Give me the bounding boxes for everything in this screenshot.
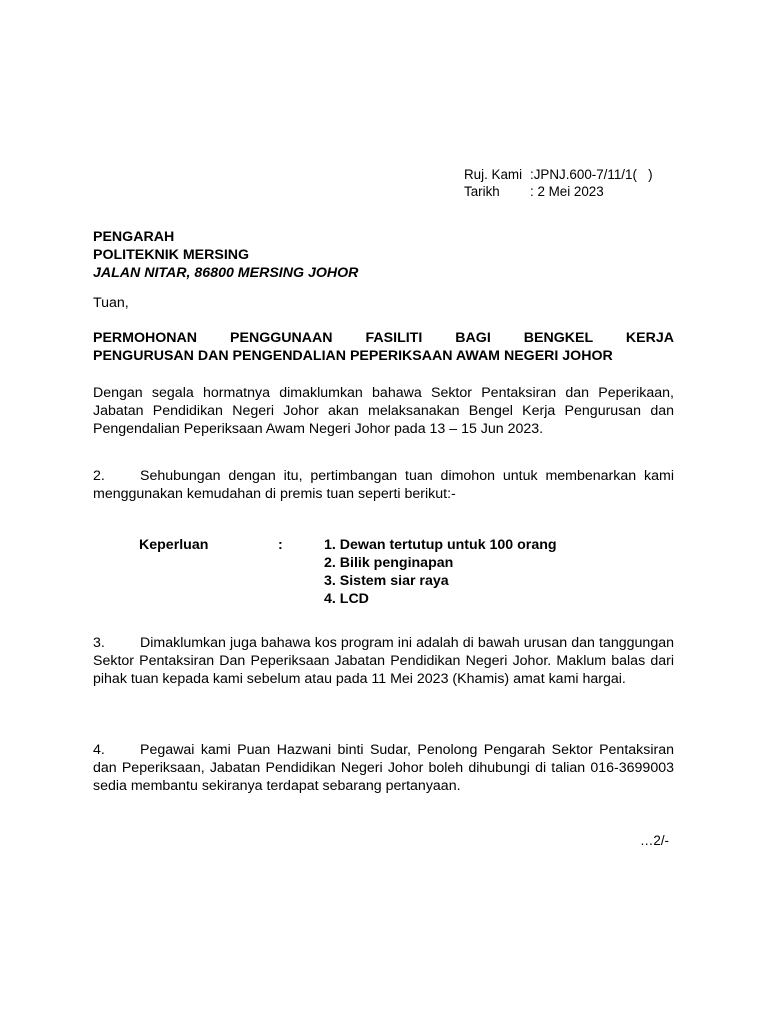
date-row	[464, 183, 653, 200]
paragraph-4-number: 4.	[93, 742, 105, 758]
paragraph-2-number: 2.	[93, 468, 105, 484]
reference-value: :JPNJ.600-7/11/1( )	[530, 167, 653, 182]
subject-line-1: PERMOHONAN PENGGUNAAN FASILITI BAGI BENGKEL KERJA	[93, 330, 674, 346]
requirements-list	[324, 536, 557, 608]
reference-block	[464, 166, 653, 200]
recipient-street: JALAN NITAR, 86800 MERSING JOHOR	[93, 265, 359, 281]
paragraph-3-number: 3.	[93, 635, 105, 651]
requirement-item: 4. LCD	[324, 591, 369, 607]
paragraph-2-text: Sehubungan dengan itu, pertimbangan tuan dimohon untuk membenarkan kami menggunakan kemudahan di premis tuan seperti berikut:-	[93, 468, 674, 503]
requirement-item: 3. Sistem siar raya	[324, 573, 449, 589]
reference-row	[464, 166, 653, 183]
requirement-item: 2. Bilik penginapan	[324, 555, 454, 571]
requirement-item: 1. Dewan tertutup untuk 100 orang	[324, 537, 557, 553]
paragraph-4	[93, 741, 674, 796]
date-label: Tarikh	[464, 184, 500, 199]
date-value: : 2 Mei 2023	[530, 184, 604, 199]
requirements-label: Keperluan	[139, 537, 209, 553]
subject-line-2: PENGURUSAN DAN PENGENDALIAN PEPERIKSAAN AWAM NEGERI JOHOR	[93, 348, 613, 364]
salutation: Tuan,	[93, 295, 129, 311]
paragraph-4-text: Pegawai kami Puan Hazwani binti Sudar, Penolong Pengarah Sektor Pentaksiran dan Peperiksaan, Jabatan Pendidikan Negeri Johor boleh dihubungi di talian 016-3699003 sedia membantu sekiranya terdapat sebarang pertanyaan.	[93, 742, 674, 795]
paragraph-3	[93, 634, 674, 689]
recipient-organization: POLITEKNIK MERSING	[93, 247, 250, 263]
subject-heading	[93, 329, 674, 365]
paragraph-1: Dengan segala hormatnya dimaklumkan bahawa Sektor Pentaksiran dan Peperikaan, Jabatan Pendidikan Negeri Johor akan melaksanakan Bengel Kerja Pengurusan dan Pengendalian Peperiksaan Awam Negeri Johor pada 13 – 15 Jun 2023.	[93, 385, 674, 438]
reference-label: Ruj. Kami	[464, 167, 523, 182]
paragraph-2	[93, 467, 674, 503]
recipient-address	[93, 228, 358, 282]
requirements-colon: :	[278, 537, 283, 553]
paragraph-3-text: Dimaklumkan juga bahawa kos program ini adalah di bawah urusan dan tanggungan Sektor Pentaksiran Dan Peperiksaan Jabatan Pendidikan Negeri Johor. Maklum balas dari pihak tuan kepada kami sebelum atau pada 11 Mei 2023 (Khamis) amat kami hargai.	[93, 635, 674, 688]
recipient-title: PENGARAH	[93, 229, 175, 245]
page-continuation-marker: …2/-	[640, 833, 670, 848]
